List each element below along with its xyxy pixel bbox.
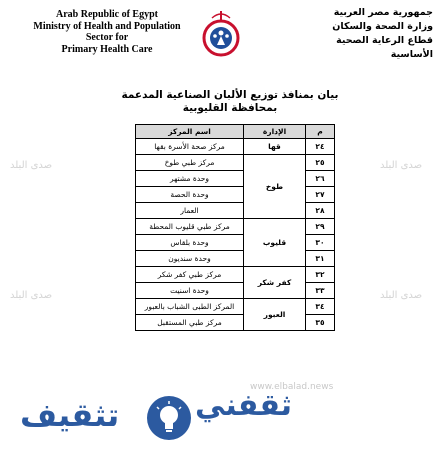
table-row — [136, 299, 335, 315]
center-name: وحدة اسنيت — [136, 283, 244, 299]
header-arabic — [293, 6, 433, 62]
table-row — [136, 155, 335, 171]
title-line-1: بيان بمنافذ توزيع الألبان الصناعية المدعمة — [121, 89, 339, 101]
administration-cell: قها — [244, 139, 306, 155]
table-row — [136, 251, 335, 267]
header-english — [22, 9, 192, 55]
table-row — [136, 219, 335, 235]
row-number: ٢٧ — [306, 187, 335, 203]
table-row — [136, 187, 335, 203]
table-row — [136, 267, 335, 283]
watermark-url: www.elbalad.news — [250, 382, 334, 392]
center-name: مركز طبي المستقبل — [136, 315, 244, 331]
row-number: ٢٥ — [306, 155, 335, 171]
center-name: وحدة بلقاس — [136, 235, 244, 251]
header-arabic-line: جمهورية مصر العربية — [333, 7, 433, 18]
center-name: وحدة سنديون — [136, 251, 244, 267]
header-arabic-line: وزارة الصحة والسكان — [332, 21, 433, 32]
table-row — [136, 139, 335, 155]
table-row — [136, 235, 335, 251]
table-header-row — [136, 125, 335, 139]
watermark-source: صدى البلد — [10, 290, 53, 301]
row-number: ٣٣ — [306, 283, 335, 299]
header-english-line: Arab Republic of Egypt — [56, 9, 158, 20]
row-number: ٢٨ — [306, 203, 335, 219]
center-name: المركز الطبى الشباب بالعبور — [136, 299, 244, 315]
administration-cell: العبور — [244, 299, 306, 331]
table-row — [136, 315, 335, 331]
column-header-number: م — [306, 125, 335, 139]
administration-cell: قليوب — [244, 219, 306, 267]
row-number: ٢٩ — [306, 219, 335, 235]
watermark-source: صدى البلد — [380, 160, 423, 171]
title-line-2: بمحافظة القليوبية — [182, 102, 278, 114]
column-header-center: اسم المركز — [136, 125, 244, 139]
ministry-logo — [198, 8, 244, 58]
row-number: ٣٢ — [306, 267, 335, 283]
administration-cell: كفر شكر — [244, 267, 306, 299]
row-number: ٣٠ — [306, 235, 335, 251]
row-number: ٣٤ — [306, 299, 335, 315]
table-row — [136, 203, 335, 219]
row-number: ٢٤ — [306, 139, 335, 155]
lightbulb-icon — [146, 395, 192, 441]
row-number: ٣٥ — [306, 315, 335, 331]
brand-name: ثقفني — [195, 388, 293, 423]
header-english-line: Primary Health Care — [61, 43, 153, 55]
watermark-source: صدى البلد — [380, 290, 423, 301]
row-number: ٣١ — [306, 251, 335, 267]
administration-cell: طوخ — [244, 155, 306, 219]
centers-table — [135, 124, 335, 331]
header-arabic-line: قطاع الرعاية الصحية الأساسية — [336, 35, 433, 60]
center-name: مركز صحة الأسرة بقها — [136, 139, 244, 155]
header-english-line: Ministry of Health and Population — [33, 20, 181, 32]
watermark-source: صدى البلد — [10, 160, 53, 171]
center-name: وحدة مشتهر — [136, 171, 244, 187]
center-name: مركز طبي كفر شكر — [136, 267, 244, 283]
column-header-administration: الإدارة — [244, 125, 306, 139]
header-english-line: Sector for — [85, 32, 129, 43]
center-name: العمار — [136, 203, 244, 219]
center-name: مركز طبي قليوب المحطة — [136, 219, 244, 235]
page-title — [90, 89, 370, 115]
table-row — [136, 283, 335, 299]
center-name: مركز طبي طوخ — [136, 155, 244, 171]
row-number: ٢٦ — [306, 171, 335, 187]
brand-tagline: تثقيف — [20, 396, 120, 434]
center-name: وحدة الحصة — [136, 187, 244, 203]
table-row — [136, 171, 335, 187]
